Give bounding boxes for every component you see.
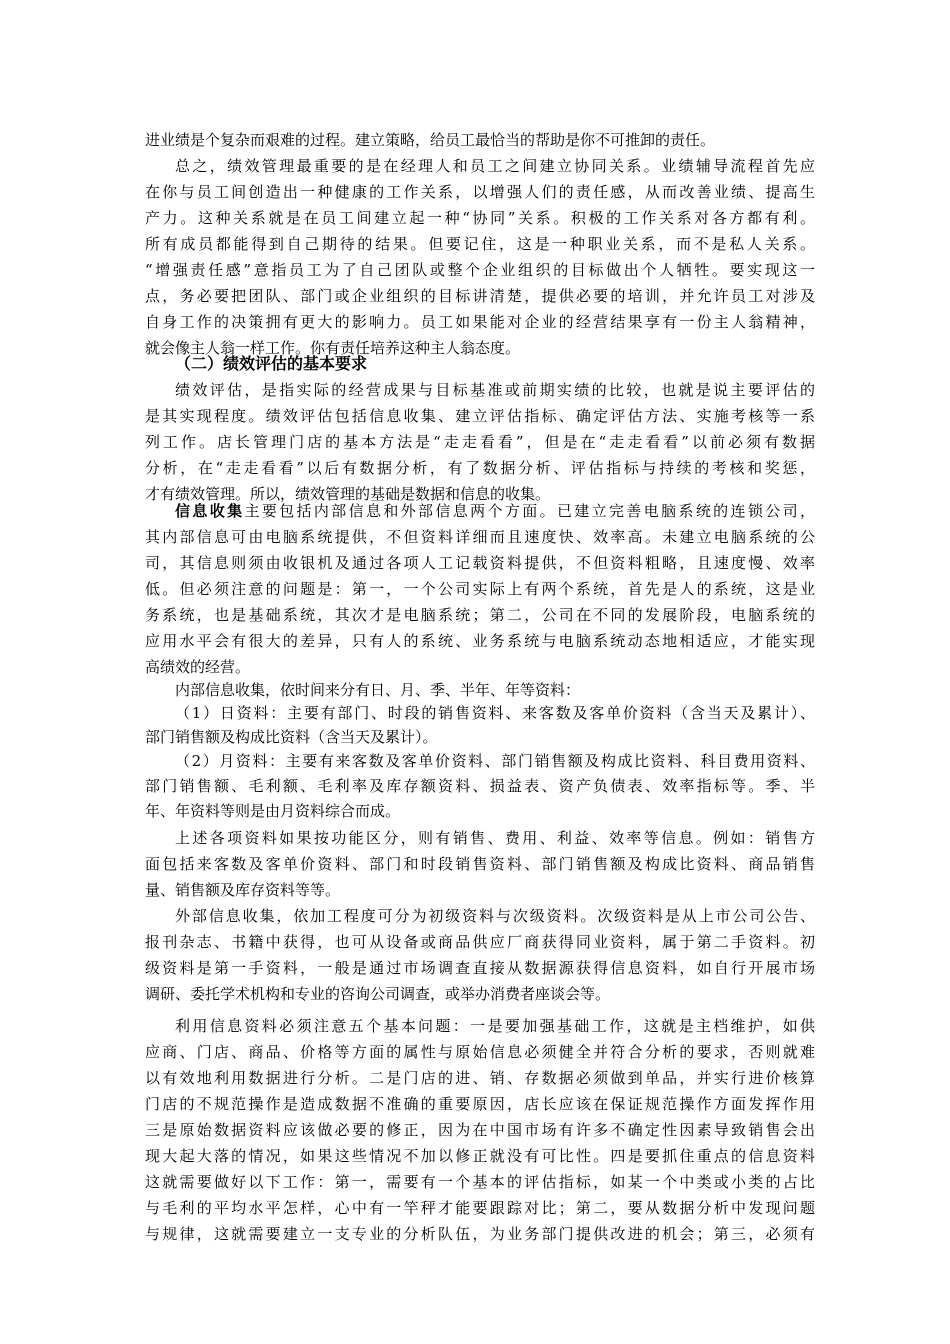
text-line: 在你与员工间创造出一种健康的工作关系，以增强人们的责任感，从而改善业绩、提高生 [145,183,815,201]
text-line: 报刊杂志、书籍中获得，也可从设备或商品供应厂商获得同业资料，属于第二手资料。初 [145,933,815,951]
text-line: 年、年资料等则是由月资料综合而成。 [145,802,401,820]
text-line: 总之，绩效管理最重要的是在经理人和员工之间建立协同关系。业绩辅导流程首先应 [175,157,815,175]
text-line: 就会像主人翁一样工作。你有责任培养这种主人翁态度。 [145,339,521,357]
text-line: 这就需要做好以下工作：第一，需要有一个基本的评估指标，如某一个中类或小类的占比 [145,1173,815,1191]
text-line: （2）月资料：主要有来客数及客单价资料、部门销售额及构成比资料、科目费用资料、 [175,752,815,770]
text-line: 上述各项资料如果按功能区分，则有销售、费用、利益、效率等信息。例如：销售方 [175,829,815,847]
text-line: “增强责任感”意指员工为了自己团队或整个企业组织的目标做出个人牺牲。要实现这一 [145,261,815,279]
section-heading: （二）绩效评估的基本要求 [175,354,368,373]
text-line: 才有绩效管理。所以，绩效管理的基础是数据和信息的收集。 [145,485,551,503]
text-line [175,498,815,524]
text-line: 进业绩是个复杂而艰难的过程。建立策略，给员工最恰当的帮助是你不可推卸的责任。 [145,131,716,149]
text-line: 所有成员都能得到自己期待的结果。但要记住，这是一种职业关系，而不是私人关系。 [145,235,815,253]
text-line: 是其实现程度。绩效评估包括信息收集、建立评估指标、确定评估方法、实施考核等一系 [145,407,815,425]
text-line: 高绩效的经营。 [145,658,251,676]
text-line: 内部信息收集，依时间来分有日、月、季、半年、年等资料： [175,681,581,699]
text-line: 产力。这种关系就是在员工间建立起一种“协同”关系。积极的工作关系对各方都有利。 [145,209,815,227]
text-line: 现大起大落的情况，如果这些情况不加以修正就没有可比性。四是要抓住重点的信息资料 [145,1147,815,1165]
text-line: 司，其信息则须由收银机及通过各项人工记载资料提供，不但资料粗略，且速度慢、效率 [145,554,815,572]
text-line: 与毛利的平均水平怎样，心中有一竿秤才能要跟踪对比；第二，要从数据分析中发现问题 [145,1199,815,1217]
text-line: 调研、委托学术机构和专业的咨询公司调查，或举办消费者座谈会等。 [145,985,611,1003]
text-line: 部门销售额、毛利额、毛利率及库存额资料、损益表、资产负债表、效率指标等。季、半 [145,777,815,795]
text-line: 低。但必须注意的问题是：第一，一个公司实际上有两个系统，首先是人的系统，这是业 [145,580,815,598]
text-line: 外部信息收集，依加工程度可分为初级资料与次级资料。次级资料是从上市公司公告、 [175,907,815,925]
text-line: 列工作。店长管理门店的基本方法是“走走看看”，但是在“走走看看”以前必须有数据 [145,433,815,451]
text-line: （1）日资料：主要有部门、时段的销售资料、来客数及客单价资料（含当天及累计）、 [175,704,815,722]
text-line: 其内部信息可由电脑系统提供，不但资料详细而且速度快、效率高。未建立电脑系统的公 [145,528,815,546]
text-line: 门店的不规范操作是造成数据不准确的重要原因，店长应该在保证规范操作方面发挥作用 [145,1095,815,1113]
text-line: 应商、门店、商品、价格等方面的属性与原始信息必须健全并符合分析的要求，否则就难 [145,1043,815,1061]
text-line: 以有效地利用数据进行分析。二是门店的进、销、存数据必须做到单品，并实行进价核算 [145,1069,815,1087]
text-line: 级资料是第一手资料，一般是通过市场调查直接从数据源获得信息资料，如自行开展市场 [145,959,815,977]
text-line: 自身工作的决策拥有更大的影响力。员工如果能对企业的经营结果享有一份主人翁精神， [145,313,815,331]
text-line: 务系统，也是基础系统，其次才是电脑系统；第二，公司在不同的发展阶段，电脑系统的 [145,606,815,624]
text-line: 点，务必要把团队、部门或企业组织的目标讲清楚，提供必要的培训，并允许员工对涉及 [145,287,815,305]
text-line: 应用水平会有很大的差异，只有人的系统、业务系统与电脑系统动态地相适应，才能实现 [145,632,815,650]
text-line: 面包括来客数及客单价资料、部门和时段销售资料、部门销售额及构成比资料、商品销售 [145,855,815,873]
text-line: 分析，在“走走看看”以后有数据分析，有了数据分析、评估指标与持续的考核和奖惩， [145,459,815,477]
text-line: 量、销售额及库存资料等等。 [145,881,341,899]
text-line-rest: 主要包括内部信息和外部信息两个方面。已建立完善电脑系统的连锁公司， [244,502,815,520]
text-line: 三是原始数据资料应该做必要的修正，因为在中国市场有许多不确定性因素导致销售会出 [145,1121,815,1139]
text-line: 部门销售额及构成比资料（含当天及累计）。 [145,728,438,746]
text-line: 利用信息资料必须注意五个基本问题：一是要加强基础工作，这就是主档维护，如供 [175,1017,815,1035]
keyword-info-collection: 信息收集 [175,502,245,520]
text-line: 与规律，这就需要建立一支专业的分析队伍，为业务部门提供改进的机会；第三，必须有 [145,1225,815,1243]
text-line: 绩效评估，是指实际的经营成果与目标基准或前期实绩的比较，也就是说主要评估的 [175,381,815,399]
